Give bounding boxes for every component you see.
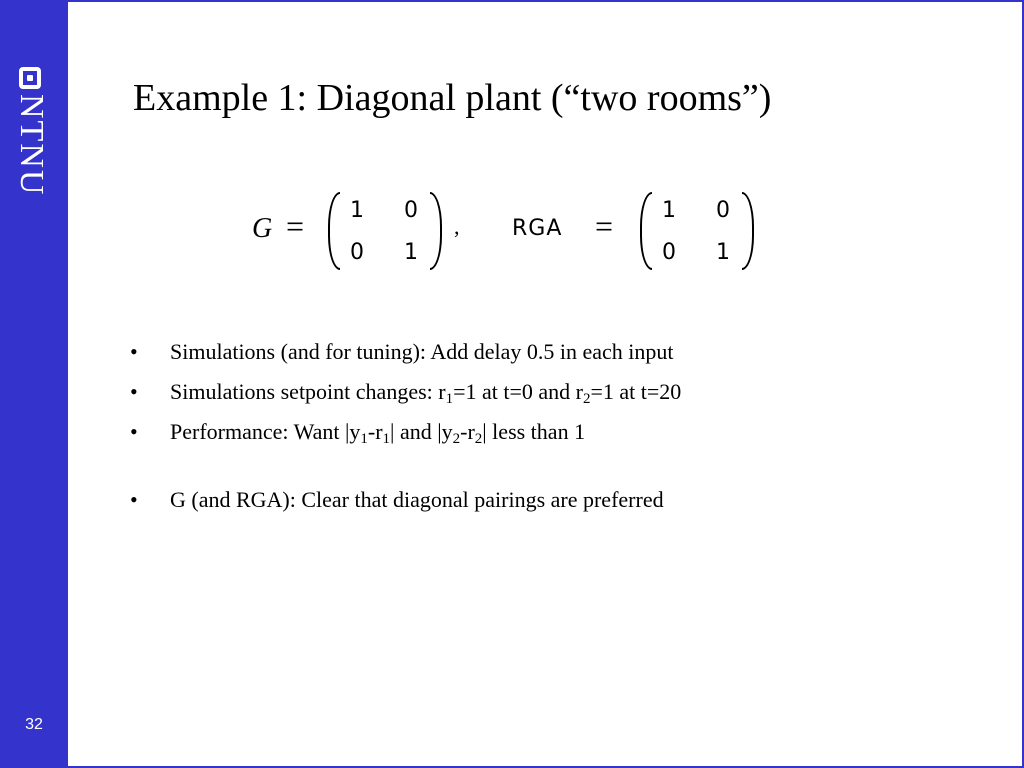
right-paren-icon [742, 192, 754, 270]
formula-rga-label: RGA [512, 216, 563, 241]
bullet-item [130, 418, 990, 446]
frame-border-top [68, 0, 1024, 2]
left-paren-icon [640, 192, 652, 270]
subscript: 2 [474, 431, 483, 447]
bullet-item [130, 378, 990, 406]
subscript: 2 [583, 391, 591, 407]
logo-text: NTNU [13, 94, 50, 197]
bullet-text: | and |y [390, 419, 453, 444]
matrix-cell: 1 [350, 198, 364, 223]
matrix-cell: 1 [404, 240, 418, 265]
matrix-cell: 1 [662, 198, 676, 223]
bullet-text: -r [460, 419, 475, 444]
bullet-text: G (and RGA): Clear that diagonal pairings are preferred [170, 487, 664, 512]
page-title: Example 1: Diagonal plant (“two rooms”) [133, 77, 772, 119]
matrix-cell: 0 [716, 198, 730, 223]
subscript: 1 [382, 431, 391, 447]
formula-g-label: G [252, 213, 273, 244]
bullet-text: | less than 1 [482, 419, 586, 444]
matrix-cell: 0 [662, 240, 676, 265]
bullet-text: Simulations (and for tuning): Add delay 0.5 in each input [170, 339, 674, 364]
sidebar [0, 0, 68, 768]
bullet-item [130, 338, 990, 366]
bullet-text: Simulations setpoint changes: r [170, 379, 446, 404]
left-paren-icon [328, 192, 340, 270]
formula-equals: = [595, 208, 614, 244]
formula-separator: , [454, 214, 460, 239]
ntnu-logo-icon [19, 67, 41, 89]
subscript: 1 [360, 431, 368, 447]
subscript: 1 [445, 391, 454, 407]
subscript: 2 [452, 431, 461, 447]
bullet-list [130, 338, 990, 526]
bullet-item [130, 486, 990, 514]
bullet-text: =1 at t=20 [590, 379, 682, 404]
matrix-cell: 1 [716, 240, 730, 265]
formula-equals: = [286, 208, 305, 244]
bullet-text: Performance: Want |y [170, 419, 361, 444]
right-paren-icon [430, 192, 442, 270]
matrix-cell: 0 [350, 240, 364, 265]
bullet-text: -r [367, 419, 383, 444]
bullet-text: =1 at t=0 and r [453, 379, 583, 404]
formula [240, 184, 780, 278]
page-number: 32 [25, 716, 43, 733]
matrix-cell: 0 [404, 198, 418, 223]
